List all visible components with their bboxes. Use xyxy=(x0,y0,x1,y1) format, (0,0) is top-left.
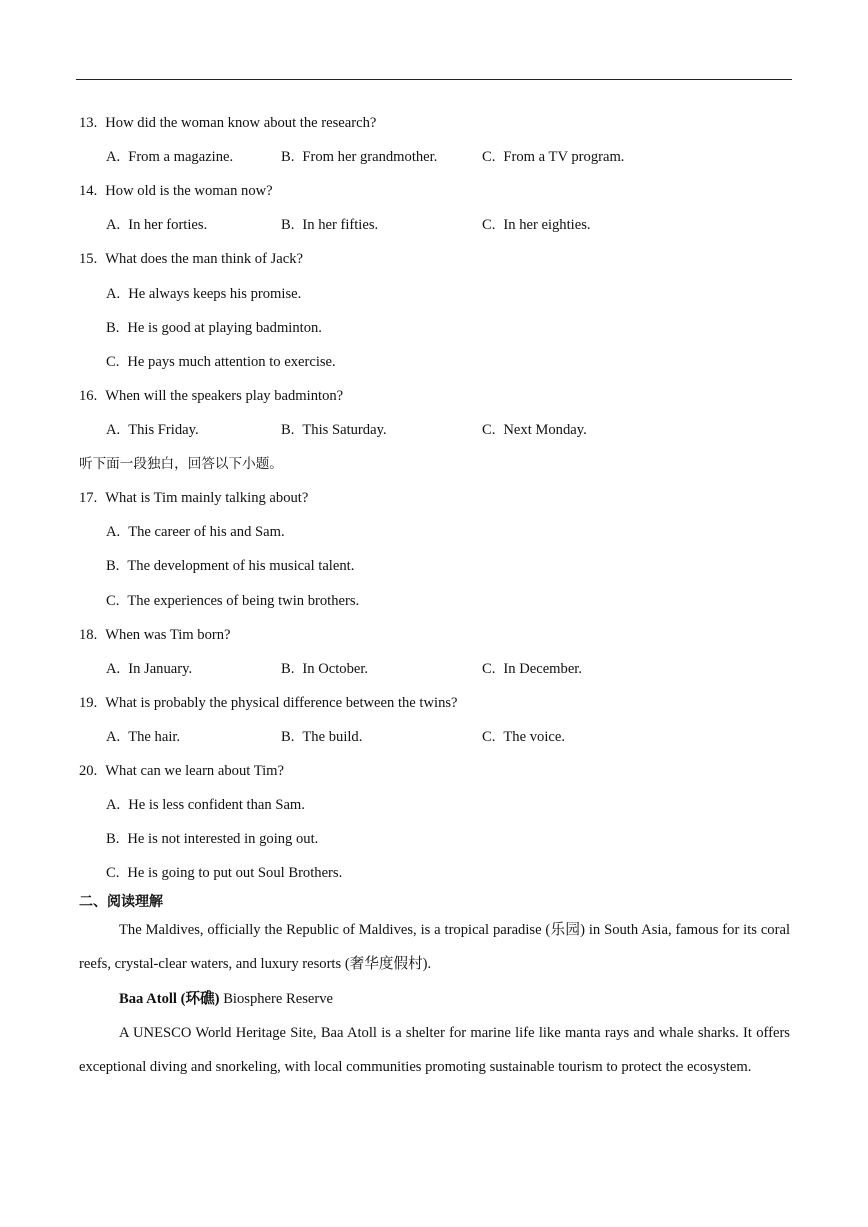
option-15-c: C. He pays much attention to exercise. xyxy=(106,354,336,370)
option-13-b: B. From her grandmother. xyxy=(281,149,438,165)
option-20-c: C. He is going to put out Soul Brothers. xyxy=(106,865,343,881)
monologue-instruction: 听下面一段独白，回答以下小题。 xyxy=(79,456,283,472)
subheading-rest: Biosphere Reserve xyxy=(219,991,334,1007)
question-15: 15. What does the man think of Jack? xyxy=(79,251,304,267)
option-20-b: B. He is not interested in going out. xyxy=(106,831,319,847)
option-19-c: C. The voice. xyxy=(482,729,565,745)
option-16-a: A. This Friday. xyxy=(106,422,199,438)
question-19: 19. What is probably the physical difference between the twins? xyxy=(79,695,458,711)
intro-paragraph: The Maldives, officially the Republic of Maldives, is a tropical paradise (乐园) in South Asia, famous for its coral reefs, crystal-clear waters, and luxury resorts (奢华度假村). xyxy=(79,922,790,973)
option-17-c: C. The experiences of being twin brothers. xyxy=(106,593,360,609)
option-17-a: A. The career of his and Sam. xyxy=(106,524,285,540)
question-17: 17. What is Tim mainly talking about? xyxy=(79,490,309,506)
option-13-c: C. From a TV program. xyxy=(482,149,625,165)
option-19-b: B. The build. xyxy=(281,729,363,745)
section-title: 二、阅读理解 xyxy=(79,894,163,910)
question-14: 14. How old is the woman now? xyxy=(79,183,273,199)
question-16: 16. When will the speakers play badminton? xyxy=(79,388,344,404)
option-14-b: B. In her fifties. xyxy=(281,217,379,233)
question-20: 20. What can we learn about Tim? xyxy=(79,763,284,779)
option-18-b: B. In October. xyxy=(281,661,369,677)
option-16-c: C. Next Monday. xyxy=(482,422,587,438)
option-18-c: C. In December. xyxy=(482,661,582,677)
option-15-a: A. He always keeps his promise. xyxy=(106,286,302,302)
subheading xyxy=(119,990,333,1008)
option-18-a: A. In January. xyxy=(106,661,193,677)
option-14-c: C. In her eighties. xyxy=(482,217,591,233)
question-13: 13. How did the woman know about the research? xyxy=(79,115,377,131)
option-14-a: A. In her forties. xyxy=(106,217,208,233)
atoll-paragraph: A UNESCO World Heritage Site, Baa Atoll is a shelter for marine life like manta rays and whale sharks. It offers exceptional diving and snorkeling, with local communities promoting sustainable tourism to protect the ecosystem. xyxy=(79,1025,790,1076)
header-rule xyxy=(76,79,792,80)
question-18: 18. When was Tim born? xyxy=(79,627,231,643)
option-13-a: A. From a magazine. xyxy=(106,149,234,165)
option-17-b: B. The development of his musical talent. xyxy=(106,558,355,574)
option-19-a: A. The hair. xyxy=(106,729,181,745)
subheading-bold: Baa Atoll (环礁) xyxy=(119,991,220,1007)
option-15-b: B. He is good at playing badminton. xyxy=(106,320,322,336)
option-16-b: B. This Saturday. xyxy=(281,422,387,438)
option-20-a: A. He is less confident than Sam. xyxy=(106,797,305,813)
